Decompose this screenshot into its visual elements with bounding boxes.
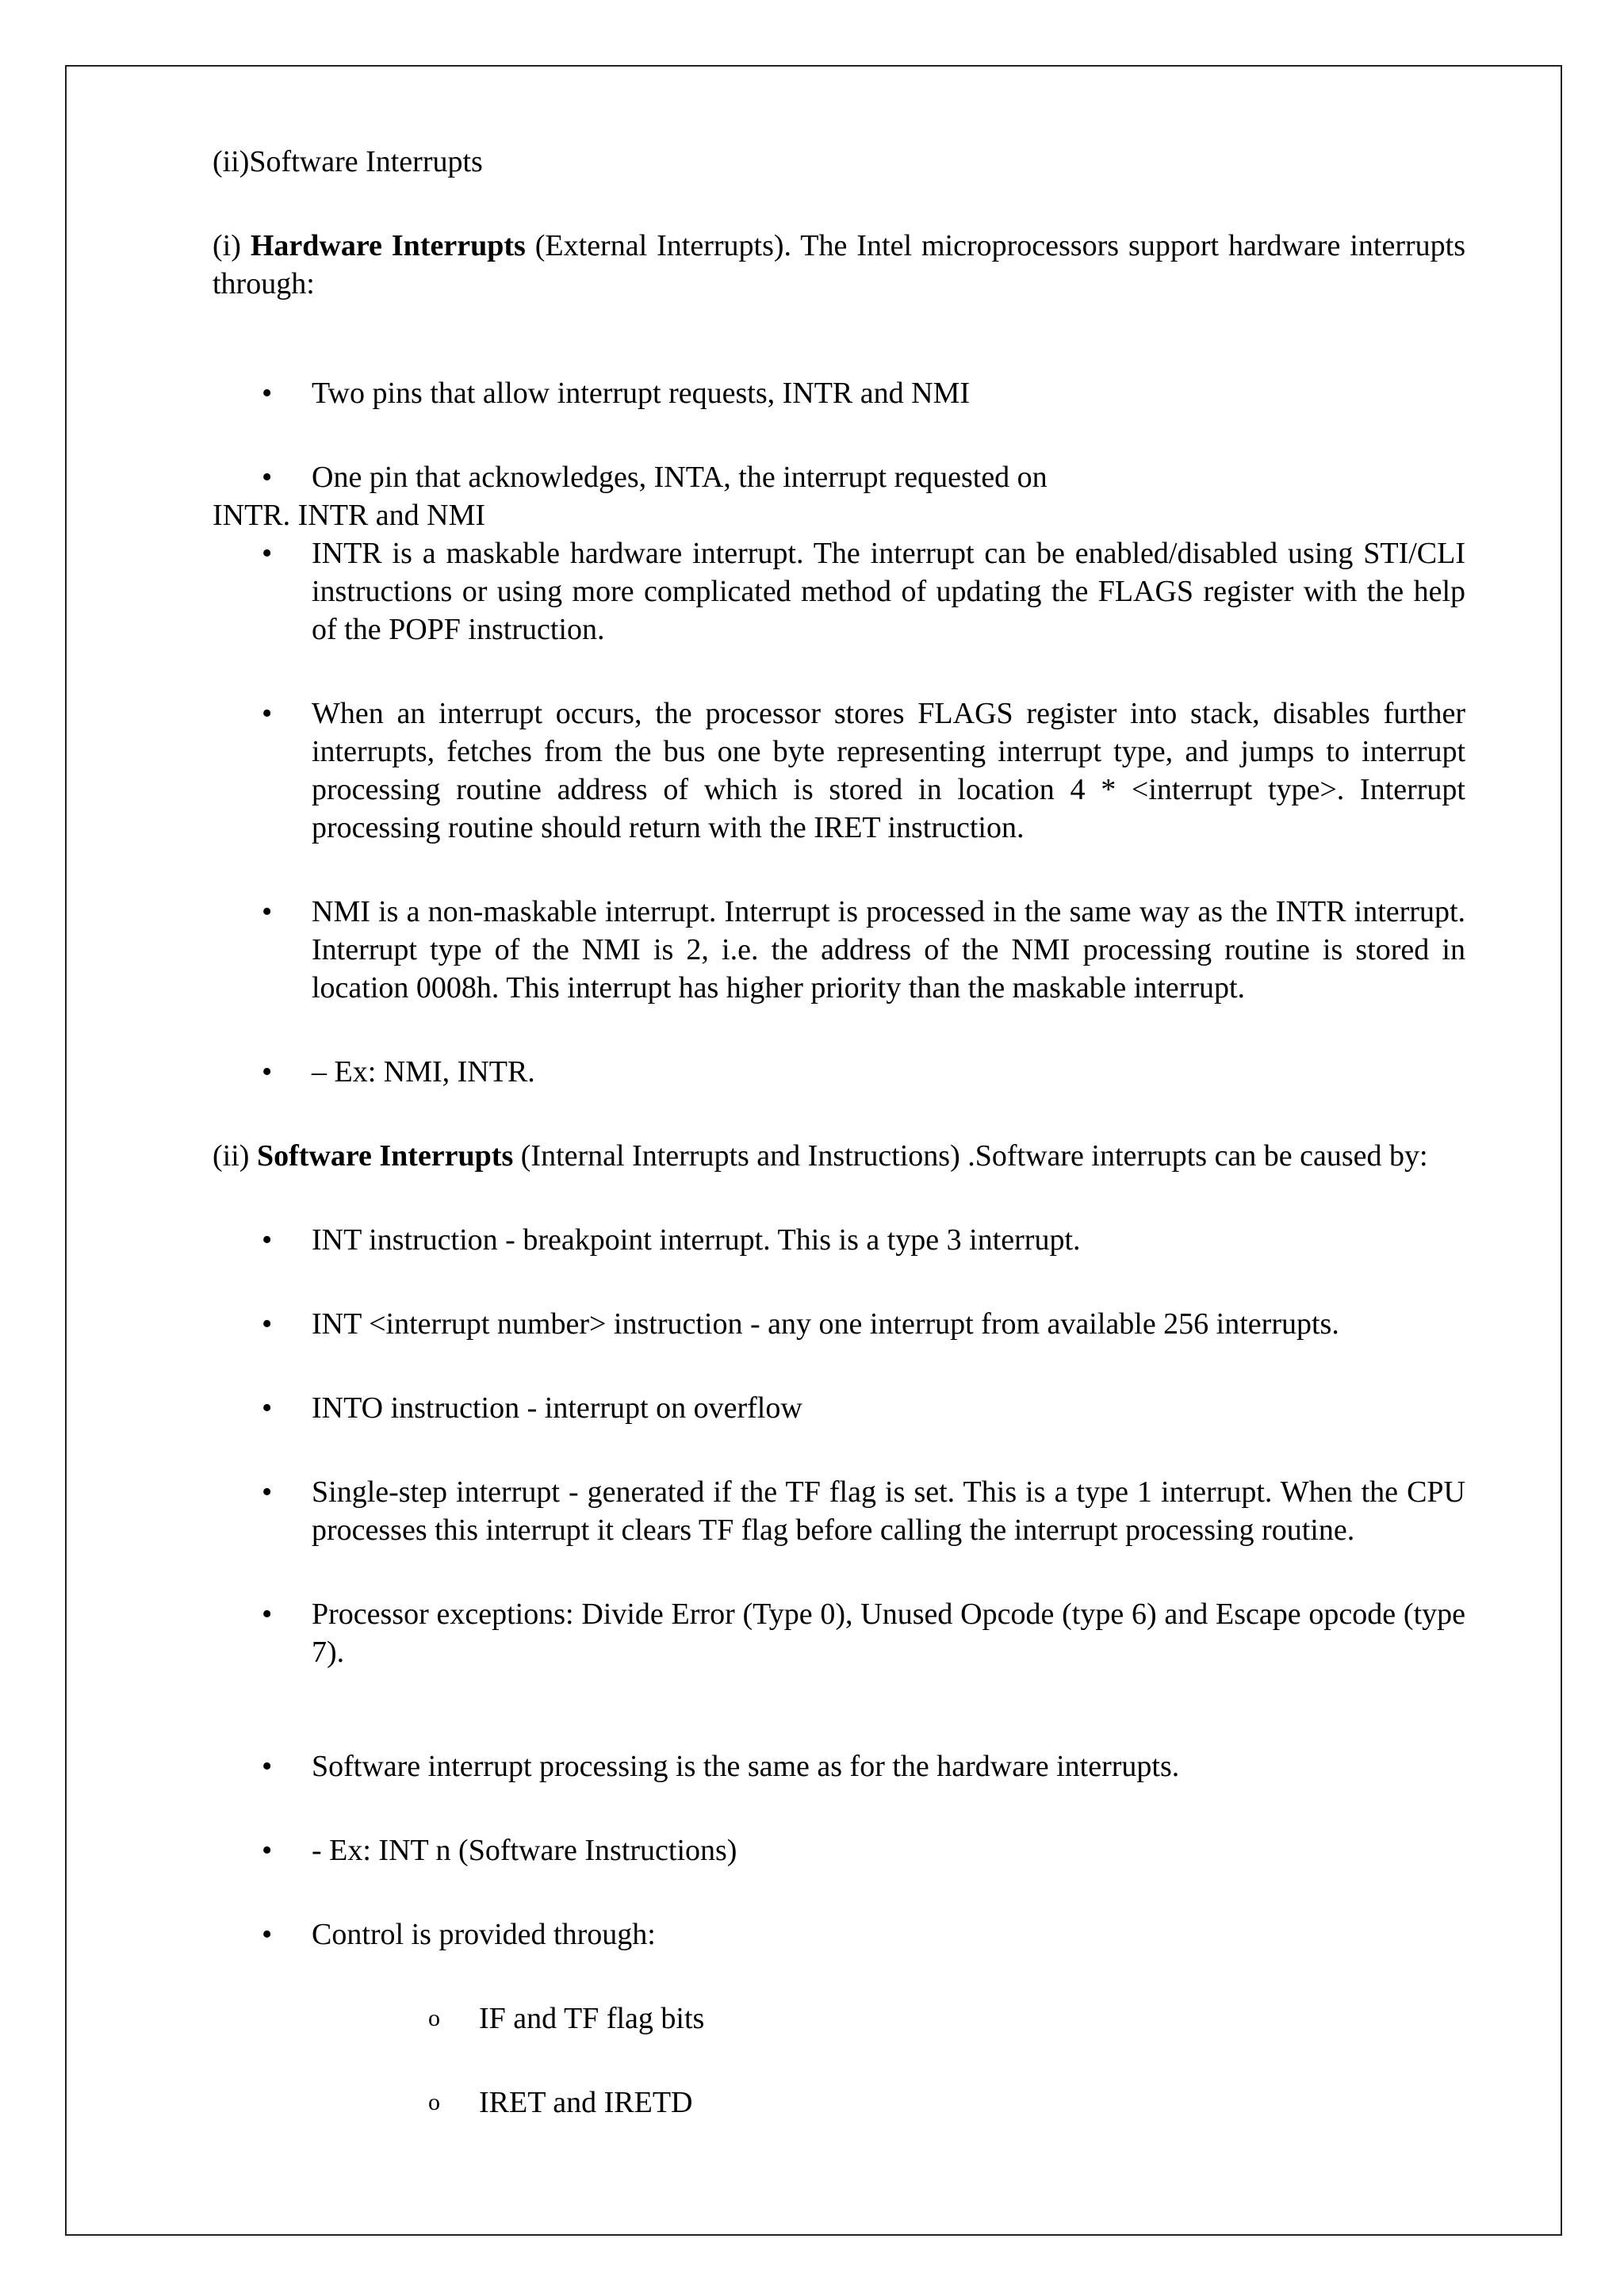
bullet-icon: • [262,1834,273,1867]
bullet-icon: • [262,1918,273,1951]
list-item: • NMI is a non-maskable interrupt. Interrupt is processed in the same way as the INTR interrupt. Interrupt type of the NMI is 2, i.e. the address of the NMI processing routine is stored in location 0008h. This interrupt has higher priority than the maskable interrupt. [213,893,1465,1007]
list-item: • – Ex: NMI, INTR. [213,1053,1465,1091]
list-item: • Single-step interrupt - generated if the TF flag is set. This is a type 1 interrupt. When the CPU processes this interrupt it clears TF flag before calling the interrupt processing routine. [213,1473,1465,1549]
list-item: • Software interrupt processing is the same as for the hardware interrupts. [213,1747,1465,1785]
document-body [213,143,1465,2122]
list-item: • INT instruction - breakpoint interrupt. This is a type 3 interrupt. [213,1221,1465,1259]
bullet-icon: • [262,1055,273,1089]
bullet-icon: • [262,1750,273,1783]
list-item: • Processor exceptions: Divide Error (Type 0), Unused Opcode (type 6) and Escape opcode (type 7). [213,1595,1465,1671]
list-item: • Control is provided through: [213,1915,1465,1954]
list-item: • - Ex: INT n (Software Instructions) [213,1831,1465,1869]
list-item: • INT <interrupt number> instruction - any one interrupt from available 256 interrupts. [213,1305,1465,1343]
continuation-line: INTR. INTR and NMI [213,499,486,532]
list-item: • When an interrupt occurs, the processor stores FLAGS register into stack, disables further interrupts, fetches from the bus one byte representing interrupt type, and jumps to interrupt processing routine address of which is stored in location 4 * <interrupt type>. Interrupt processing routine should return with the IRET instruction. [213,695,1465,847]
bullet-icon: • [262,1307,273,1341]
section-heading: (ii)Software Interrupts [213,145,483,178]
hardware-title: Hardware Interrupts [250,229,526,262]
list-item: • INTR is a maskable hardware interrupt. The interrupt can be enabled/disabled using STI/CLI instructions or using more complicated method of updating the FLAGS register with the help of the POPF instruction. [213,534,1465,649]
list-item: • Two pins that allow interrupt requests, INTR and NMI [213,374,1465,412]
bullet-icon: • [262,1475,273,1509]
bullet-icon: • [262,537,273,570]
bullet-icon: • [262,1391,273,1425]
control-sub-list [213,1999,1465,2122]
list-item: • One pin that acknowledges, INTA, the interrupt requested on [213,458,1465,496]
software-prefix: (ii) [213,1139,257,1173]
hardware-intro [213,227,1465,303]
software-bullet-list-2 [213,1747,1465,1954]
software-title: Software Interrupts [256,1139,514,1173]
circle-bullet-icon: o [428,2089,440,2115]
hardware-prefix: (i) [213,229,251,262]
bullet-icon: • [262,697,273,730]
bullet-icon: • [262,377,273,410]
software-intro [213,1137,1465,1175]
hardware-bullet-list-2 [213,534,1465,1091]
hardware-bullet-list-1 [213,374,1465,496]
hardware-intro-text: (External Interrupts). The Intel microprocessors support hardware interrupts through: [213,229,1465,300]
bullet-icon: • [262,461,273,494]
circle-bullet-icon: o [428,2005,440,2031]
list-item: • INTO instruction - interrupt on overflow [213,1389,1465,1427]
bullet-icon: • [262,1223,273,1257]
list-item: o IF and TF flag bits [213,1999,1465,2038]
bullet-icon: • [262,895,273,928]
list-item: o IRET and IRETD [213,2084,1465,2122]
software-bullet-list-1 [213,1221,1465,1671]
software-intro-text: (Internal Interrupts and Instructions) .Software interrupts can be caused by: [513,1139,1428,1173]
bullet-icon: • [262,1598,273,1631]
